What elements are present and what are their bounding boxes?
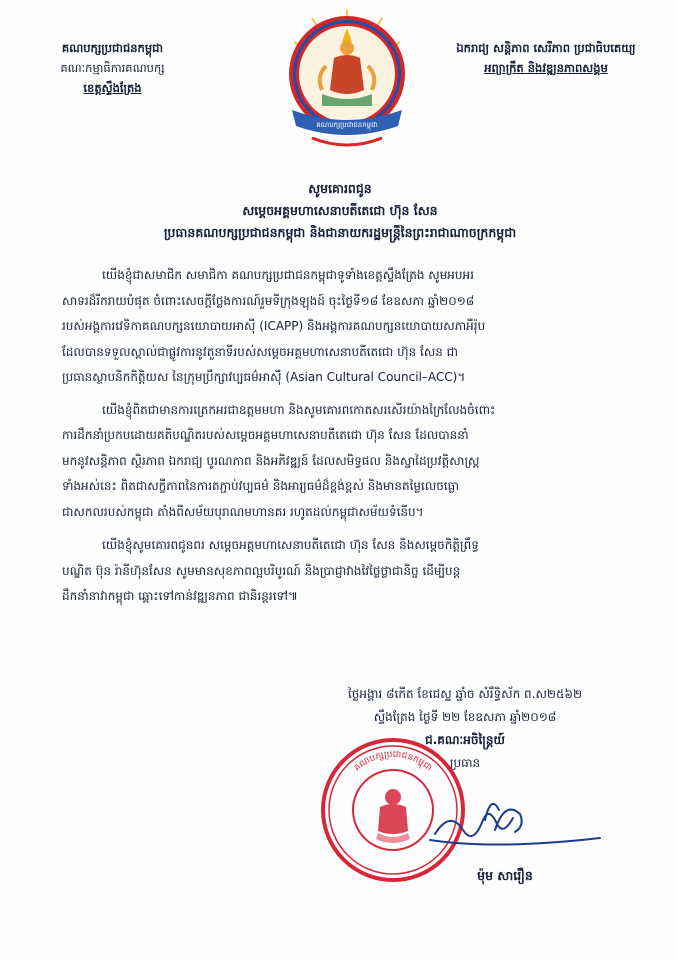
paragraph-2 — [62, 398, 617, 526]
paragraph-line: យើងខ្ញុំសូមគោរពជូនពរ សម្តេចអគ្គមហាសេនាបតីតេជោ ហ៊ុន សែន និងសម្តេចកិត្តិព្រឹទ្ធ — [102, 538, 479, 552]
national-motto: ឯករាជ្យ សន្តិភាព សេរីភាព ប្រជាធិបតេយ្យ — [456, 41, 636, 55]
handwritten-signature — [425, 790, 605, 860]
province-name: ខេត្តស្ទឹងត្រែង — [83, 81, 142, 95]
paragraph-line: ការដឹកនាំប្រកបដោយគតិបណ្ឌិតរបស់សម្តេចអគ្គមហាសេនាបតីតេជោ ហ៊ុន សែន ដែលបាននាំ — [62, 428, 469, 442]
paragraph-line: ដឹកនាំនាវាកម្ពុជា ឆ្ពោះទៅកាន់វឌ្ឍនភាព ជានិរន្តរទៅ៕ — [62, 589, 298, 603]
paragraph-1 — [62, 263, 617, 391]
lunar-date: ថ្ងៃអង្គារ ៨កើត ខែជេស្ឋ ឆ្នាំច សំរឹទ្ធិស័ក ព.ស២៥៦២ — [347, 687, 583, 701]
paragraph-line: យើងខ្ញុំជាសមាជិក សមាជិកា គណបក្សប្រជាជនកម្ពុជាទូទាំងខេត្តស្ទឹងត្រែង សូមអបអរ — [102, 268, 474, 282]
addressee-title: ប្រធានគណបក្សប្រជាជនកម្ពុជា និងជានាយករដ្ឋមន្ត្រីនៃព្រះរាជាណាចក្រកម្ពុជា — [163, 225, 517, 240]
paragraph-line: របស់អង្គការវេទិកាគណបក្សនយោបាយអាស៊ី (ICAPP) និងអង្គការគណបក្សនយោបាយសភាអឺរ៉ុប — [62, 319, 486, 333]
addressee-greeting: សូមគោរពជូន — [308, 181, 372, 196]
national-motto-2-text: អព្យាក្រឹត និងវឌ្ឍនភាពសង្គម — [484, 61, 608, 75]
paragraph-line: ជាសកលរបស់កម្ពុជា តាំងពីសម័យបុរាណមហានគរ រហូតដល់កម្ពុជាសម័យទំនើប។ — [62, 504, 424, 519]
paragraph-3 — [62, 533, 617, 610]
paragraph-line: បណ្ឌិត ប៊ុន រ៉ានីហ៊ុនសែន សូមមានសុខភាពល្អបរិបូរណ៍ និងប្រាជ្ញាវាងវៃថ្លៃថ្លាជានិច្ច ដើម្បីបន្ត — [62, 563, 461, 578]
paragraph-line: ដែលបានទទួលស្គាល់ជាផ្លូវការនូវតួនាទីរបស់សម្តេចអគ្គមហាសេនាបតីតេជោ ហ៊ុន សែន ជា — [62, 344, 459, 359]
paragraph-line: សាទរដ៏រីករាយបំផុត ចំពោះសេចក្តីថ្លែងការណ៍រួមទីក្រុងឡុងដ៍ ចុះថ្ងៃទី១៨ ខែឧសភា ឆ្នាំ២០១៨ — [62, 293, 475, 308]
paragraph-line: ទាំងអស់នេះ ពិតជាសក្ខីភាពនៃការតភ្ជាប់វប្បធម៌ និងអារ្យធម៌ដ៏ខ្ពង់ខ្ពស់ និងមានតម្លៃលេចធ្លោ — [62, 479, 460, 493]
party-name: គណបក្សប្រជាជនកម្ពុជា — [61, 41, 164, 55]
seal-text: គណបក្សប្រជាជនកម្ពុជា — [352, 749, 434, 774]
party-emblem — [282, 6, 412, 156]
addressee-name: សម្តេចអគ្គមហាសេនាបតីតេជោ ហ៊ុន សែន — [242, 203, 438, 218]
paragraph-line: មកនូវសន្តិភាព ស្ថិរភាព ឯករាជ្យ បូរណភាព និងអភិវឌ្ឍន៍ ដែលសមិទ្ធផល និងស្នាដៃប្រវត្តិសាស្ត្រ — [62, 453, 480, 468]
addressee — [20, 178, 660, 244]
header-right — [420, 38, 672, 78]
signer-name: ម៉ុម សារឿន — [477, 868, 533, 883]
paragraph-line: ប្រធានស្ថាបនិកកិត្តិយស នៃក្រុមប្រឹក្សាវប្បធម៌អាស៊ី (Asian Cultural Council–ACC)។ — [62, 370, 466, 384]
paragraph-line: យើងខ្ញុំពិតជាមានការត្រេកអរជាឧត្តមមហា និងសូមគោរពកោតសរសើរយ៉ាងក្រៃលែងចំពោះ — [102, 402, 496, 417]
letter-body — [62, 263, 617, 610]
signer-role: ប្រធាន — [449, 756, 481, 770]
solar-date: ស្ទឹងត្រែង ថ្ងៃទី ២២ ខែឧសភា ឆ្នាំ២០១៨ — [373, 710, 557, 724]
national-motto-2 — [420, 58, 672, 78]
header-left — [10, 38, 215, 98]
emblem-banner-text: គណបក្សប្រជាជនកម្ពុជា — [316, 121, 378, 129]
signing-organization: ជ.គណៈអចិន្ត្រៃយ៍ — [425, 733, 505, 747]
committee-name: គណៈកម្មាធិការគណបក្ស — [60, 61, 165, 75]
